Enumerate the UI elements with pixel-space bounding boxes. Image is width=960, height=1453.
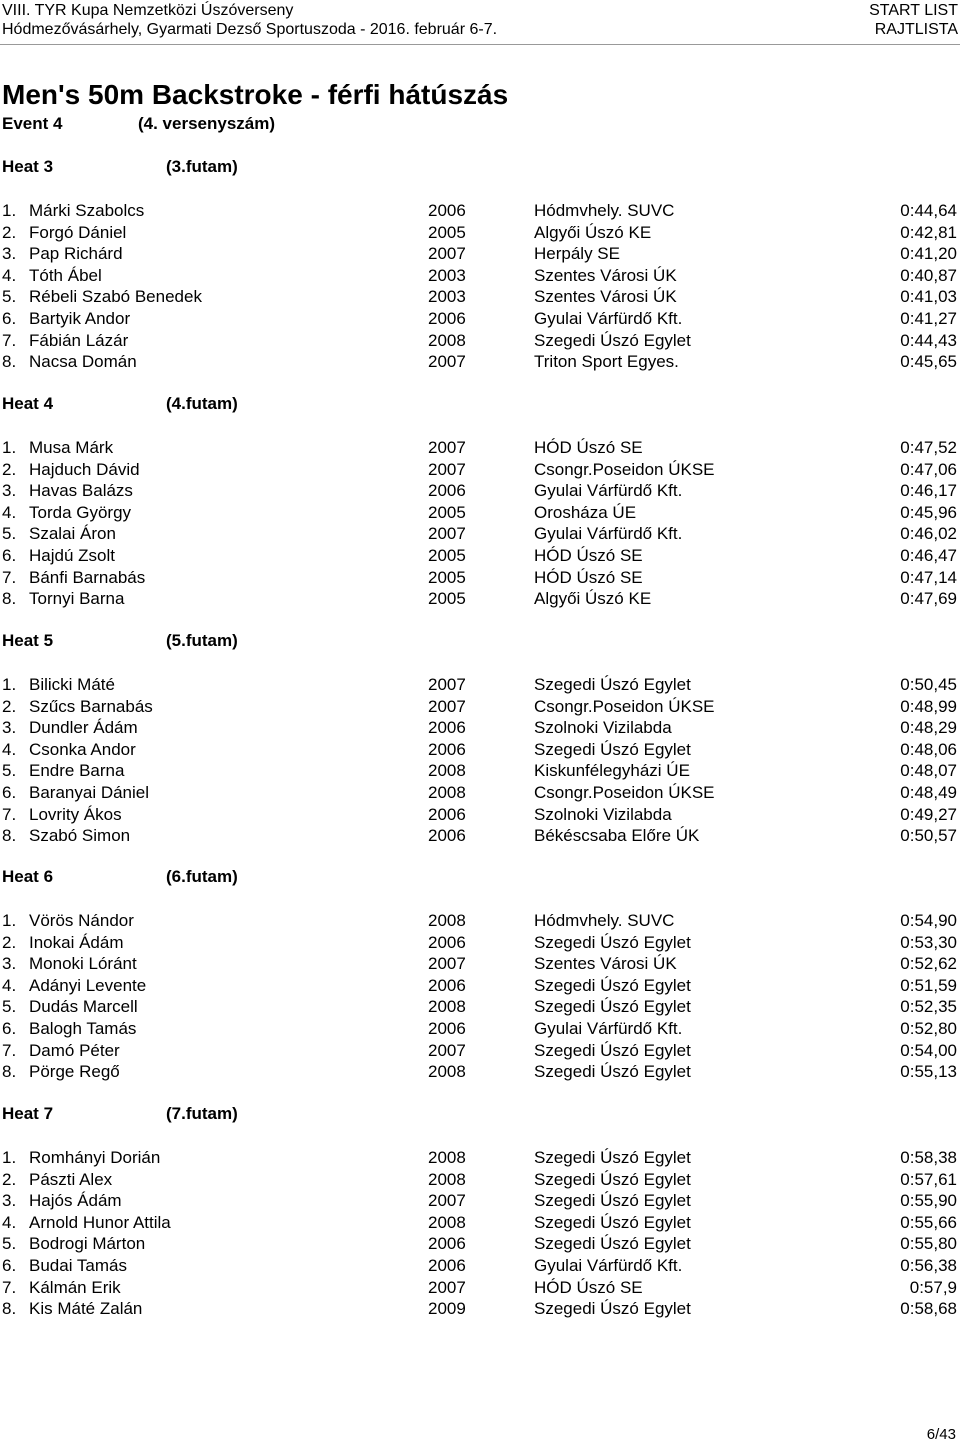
entry-time: 0:54,00 [900,1040,957,1060]
entry-time: 0:48,06 [900,739,957,759]
club-name: Szegedi Úszó Egylet [534,1040,691,1060]
lane-place: 6. [2,546,17,565]
lane-place: 3. [2,718,17,738]
entry-time: 0:52,62 [900,954,957,974]
entry-time: 0:51,59 [900,975,957,995]
club-name: Hódmvhely. SUVC [534,911,675,930]
swimmer-name: Forgó Dániel [29,222,127,242]
heat-label: Heat 4 [2,394,54,413]
swimmer-name: Havas Balázs [29,481,133,501]
entry-time: 0:45,96 [900,502,957,522]
entry-time: 0:44,64 [900,201,957,220]
swimmer-row [0,588,960,610]
swimmer-name: Baranyai Dániel [29,783,150,802]
birth-year: 2007 [428,954,466,974]
page-number: 6/43 [926,1426,956,1443]
lane-place: 4. [2,975,17,995]
birth-year: 2003 [428,287,466,307]
club-name: Gyulai Várfürdő Kft. [534,309,683,328]
club-name: Szentes Városi ÚK [534,954,677,974]
lane-place: 1. [2,438,17,457]
birth-year: 2007 [428,352,466,372]
entry-time: 0:52,80 [900,1019,957,1038]
lane-place: 2. [2,932,17,952]
swimmer-row [0,1040,960,1062]
entry-time: 0:49,27 [900,804,957,824]
swimmer-row [0,200,960,222]
swimmer-name: Kis Máté Zalán [29,1299,143,1319]
swimmer-row [0,1061,960,1083]
club-name: Békéscsaba Előre ÚK [534,826,700,846]
birth-year: 2005 [428,567,466,587]
birth-year: 2007 [428,438,466,457]
swimmer-name: Kálmán Erik [29,1277,121,1297]
birth-year: 2003 [428,265,466,285]
club-name: Szegedi Úszó Egylet [534,1299,691,1319]
lane-place: 6. [2,1256,17,1275]
birth-year: 2009 [428,1299,466,1319]
lane-place: 4. [2,502,17,522]
entry-time: 0:47,06 [900,459,957,479]
club-name: Szentes Városi ÚK [534,265,677,285]
swimmer-name: Vörös Nándor [29,911,134,930]
birth-year: 2008 [428,1169,466,1189]
swimmer-name: Pörge Regő [29,1062,120,1082]
lane-place: 1. [2,1148,17,1167]
club-name: Gyulai Várfürdő Kft. [534,481,683,501]
birth-year: 2006 [428,826,466,846]
club-name: Algyői Úszó KE [534,222,652,242]
club-name: Csongr.Poseidon ÚKSE [534,783,715,802]
swimmer-name: Inokai Ádám [29,932,124,952]
birth-year: 2008 [428,997,466,1017]
heat-label: Heat 5 [2,631,54,650]
swimmer-name: Dundler Ádám [29,718,138,738]
swimmer-name: Damó Péter [29,1040,120,1060]
birth-year: 2007 [428,1191,466,1211]
birth-year: 2005 [428,589,466,609]
lane-place: 1. [2,201,17,220]
swimmer-name: Márki Szabolcs [29,201,145,220]
event-title: Men's 50m Backstroke - férfi hátúszás [2,79,509,110]
birth-year: 2007 [428,459,466,479]
entry-time: 0:46,47 [900,546,957,565]
lane-place: 3. [2,481,17,501]
club-name: Szegedi Úszó Egylet [534,1169,691,1189]
swimmer-row [0,351,960,373]
swimmer-row [0,825,960,847]
swimmer-name: Pászti Alex [29,1169,113,1189]
club-name: Csongr.Poseidon ÚKSE [534,459,715,479]
swimmer-name: Musa Márk [29,438,114,457]
lane-place: 4. [2,739,17,759]
swimmer-name: Bodrogi Márton [29,1234,146,1254]
lane-place: 6. [2,783,17,802]
entry-time: 0:47,52 [900,438,957,457]
club-name: HÓD Úszó SE [534,1277,643,1297]
header-line-2 [0,19,960,41]
swimmer-name: Hajduch Dávid [29,459,140,479]
birth-year: 2007 [428,1040,466,1060]
lane-place: 5. [2,997,17,1017]
club-name: Gyulai Várfürdő Kft. [534,524,683,544]
lane-place: 2. [2,459,17,479]
swimmer-name: Hajdú Zsolt [29,546,115,565]
club-name: Triton Sport Egyes. [534,352,679,372]
birth-year: 2006 [428,718,466,738]
birth-year: 2006 [428,932,466,952]
lane-place: 5. [2,761,17,781]
competition-name: VIII. TYR Kupa Nemzetközi Úszóverseny [2,2,294,19]
entry-time: 0:55,66 [900,1212,957,1232]
birth-year: 2008 [428,1062,466,1082]
club-name: Herpály SE [534,244,620,264]
club-name: Szegedi Úszó Egylet [534,997,691,1017]
entry-time: 0:50,57 [900,826,957,846]
swimmer-name: Csonka Andor [29,739,136,759]
club-name: Szegedi Úszó Egylet [534,932,691,952]
entry-time: 0:54,90 [900,911,957,930]
swimmer-row [0,804,960,826]
birth-year: 2005 [428,546,466,565]
lane-place: 5. [2,524,17,544]
lane-place: 7. [2,567,17,587]
swimmer-name: Adányi Levente [29,975,147,995]
heat-label-hu: (4.futam) [166,394,238,413]
swimmer-row [0,1147,960,1169]
lane-place: 3. [2,1191,17,1211]
swimmer-row [0,523,960,545]
birth-year: 2006 [428,481,466,501]
birth-year: 2008 [428,761,466,781]
lane-place: 3. [2,244,17,264]
lane-place: 3. [2,954,17,974]
birth-year: 2005 [428,502,466,522]
birth-year: 2006 [428,1234,466,1254]
birth-year: 2008 [428,911,466,930]
lane-place: 6. [2,1019,17,1038]
birth-year: 2006 [428,1019,466,1038]
event-number-hu: (4. versenyszám) [138,114,276,133]
entry-time: 0:41,27 [900,309,957,328]
lane-place: 1. [2,675,17,694]
swimmer-name: Arnold Hunor Attila [29,1212,171,1232]
swimmer-row [0,1255,960,1277]
club-name: Szegedi Úszó Egylet [534,1148,691,1167]
swimmer-row [0,674,960,696]
swimmer-name: Bartyik Andor [29,309,131,328]
lane-place: 5. [2,1234,17,1254]
swimmer-name: Tóth Ábel [29,265,102,285]
swimmer-row [0,1212,960,1234]
club-name: Szegedi Úszó Egylet [534,975,691,995]
entry-time: 0:50,45 [900,675,957,694]
lane-place: 4. [2,265,17,285]
club-name: Szegedi Úszó Egylet [534,1062,691,1082]
birth-year: 2006 [428,309,466,328]
entry-time: 0:58,38 [900,1148,957,1167]
entry-time: 0:44,43 [900,330,957,350]
swimmer-name: Budai Tamás [29,1256,127,1275]
swimmer-row [0,932,960,954]
heat-label-hu: (6.futam) [166,867,238,886]
swimmer-row [0,1018,960,1040]
entry-time: 0:55,80 [900,1234,957,1254]
entry-time: 0:55,90 [900,1191,957,1211]
lane-place: 8. [2,1299,17,1319]
swimmer-row [0,996,960,1018]
heat-label-hu: (7.futam) [166,1104,238,1123]
swimmer-row [0,1277,960,1299]
swimmer-row [0,308,960,330]
entry-time: 0:47,69 [900,589,957,609]
club-name: HÓD Úszó SE [534,438,643,457]
club-name: Orosháza ÚE [534,502,637,522]
club-name: Szegedi Úszó Egylet [534,1191,691,1211]
entry-time: 0:48,49 [900,783,957,802]
swimmer-name: Fábián Lázár [29,330,129,350]
swimmer-row [0,286,960,308]
swimmer-name: Balogh Tamás [29,1019,137,1038]
club-name: Kiskunfélegyházi ÚE [534,761,690,781]
entry-time: 0:41,20 [900,244,957,264]
birth-year: 2006 [428,739,466,759]
swimmer-name: Szalai Áron [29,524,116,544]
entry-time: 0:57,61 [900,1169,957,1189]
swimmer-name: Torda György [29,502,132,522]
swimmer-row [0,760,960,782]
heat-label: Heat 7 [2,1104,54,1123]
entry-time: 0:41,03 [900,287,957,307]
lane-place: 2. [2,696,17,716]
swimmer-row [0,437,960,459]
swimmer-name: Monoki Lóránt [29,954,137,974]
entry-time: 0:45,65 [900,352,957,372]
swimmer-name: Dudás Marcell [29,997,138,1017]
swimmer-row [0,222,960,244]
swimmer-row [0,567,960,589]
lane-place: 8. [2,352,17,372]
lane-place: 1. [2,911,17,930]
swimmer-row [0,953,960,975]
swimmer-name: Endre Barna [29,761,125,781]
swimmer-row [0,545,960,567]
swimmer-row [0,480,960,502]
entry-time: 0:47,14 [900,567,957,587]
swimmer-row [0,910,960,932]
entry-time: 0:46,02 [900,524,957,544]
lane-place: 8. [2,1062,17,1082]
club-name: Algyői Úszó KE [534,589,652,609]
swimmer-row [0,782,960,804]
birth-year: 2007 [428,675,466,694]
swimmer-row [0,243,960,265]
club-name: Szolnoki Vizilabda [534,718,672,738]
club-name: Szentes Városi ÚK [534,287,677,307]
club-name: HÓD Úszó SE [534,546,643,565]
entry-time: 0:57,9 [909,1277,957,1297]
lane-place: 6. [2,309,17,328]
club-name: Szegedi Úszó Egylet [534,1212,691,1232]
swimmer-row [0,1233,960,1255]
birth-year: 2006 [428,1256,466,1275]
swimmer-name: Bilicki Máté [29,675,115,694]
swimmer-name: Romhányi Dorián [29,1148,161,1167]
swimmer-row [0,265,960,287]
entry-time: 0:48,07 [900,761,957,781]
birth-year: 2007 [428,244,466,264]
swimmer-name: Szűcs Barnabás [29,696,153,716]
swimmer-row [0,717,960,739]
swimmer-name: Nacsa Domán [29,352,137,372]
heat-label-hu: (3.futam) [166,157,238,176]
entry-time: 0:56,38 [900,1256,957,1275]
lane-place: 7. [2,1040,17,1060]
birth-year: 2007 [428,524,466,544]
swimmer-name: Tornyi Barna [29,589,125,609]
club-name: Gyulai Várfürdő Kft. [534,1019,683,1038]
club-name: Szegedi Úszó Egylet [534,330,691,350]
birth-year: 2008 [428,783,466,802]
swimmer-name: Bánfi Barnabás [29,567,146,587]
heat-label: Heat 6 [2,867,54,886]
lane-place: 8. [2,826,17,846]
entry-time: 0:58,68 [900,1299,957,1319]
heat-label: Heat 3 [2,157,54,176]
swimmer-name: Rébeli Szabó Benedek [29,287,202,307]
entry-time: 0:48,99 [900,696,957,716]
swimmer-row [0,459,960,481]
birth-year: 2008 [428,1148,466,1167]
doc-type-hu: RAJTLISTA [874,21,958,38]
entry-time: 0:55,13 [900,1062,957,1082]
lane-place: 5. [2,287,17,307]
swimmer-row [0,975,960,997]
entry-time: 0:53,30 [900,932,957,952]
venue-date: Hódmezővásárhely, Gyarmati Dezső Sportuszoda - 2016. február 6-7. [2,21,498,38]
birth-year: 2007 [428,696,466,716]
swimmer-row [0,1169,960,1191]
lane-place: 7. [2,330,17,350]
birth-year: 2008 [428,330,466,350]
entry-time: 0:40,87 [900,265,957,285]
club-name: Hódmvhely. SUVC [534,201,675,220]
swimmer-row [0,696,960,718]
birth-year: 2006 [428,804,466,824]
entry-time: 0:42,81 [900,222,957,242]
club-name: Szolnoki Vizilabda [534,804,672,824]
header-divider [0,44,960,45]
swimmer-row [0,1190,960,1212]
birth-year: 2006 [428,201,466,220]
swimmer-row [0,502,960,524]
swimmer-name: Szabó Simon [29,826,131,846]
swimmer-row [0,330,960,352]
swimmer-name: Lovrity Ákos [29,804,122,824]
club-name: Szegedi Úszó Egylet [534,739,691,759]
lane-place: 7. [2,804,17,824]
swimmer-row [0,1298,960,1320]
club-name: HÓD Úszó SE [534,567,643,587]
doc-type: START LIST [869,2,958,19]
club-name: Szegedi Úszó Egylet [534,1234,691,1254]
entry-time: 0:52,35 [900,997,957,1017]
event-number: Event 4 [2,114,63,133]
swimmer-name: Pap Richárd [29,244,123,264]
heat-label-hu: (5.futam) [166,631,238,650]
club-name: Szegedi Úszó Egylet [534,675,691,694]
lane-place: 4. [2,1212,17,1232]
lane-place: 2. [2,1169,17,1189]
swimmer-row [0,739,960,761]
entry-time: 0:46,17 [900,481,957,501]
entry-time: 0:48,29 [900,718,957,738]
lane-place: 7. [2,1277,17,1297]
club-name: Csongr.Poseidon ÚKSE [534,696,715,716]
birth-year: 2008 [428,1212,466,1232]
club-name: Gyulai Várfürdő Kft. [534,1256,683,1275]
lane-place: 8. [2,589,17,609]
birth-year: 2007 [428,1277,466,1297]
birth-year: 2005 [428,222,466,242]
lane-place: 2. [2,222,17,242]
swimmer-name: Hajós Ádám [29,1191,122,1211]
birth-year: 2006 [428,975,466,995]
